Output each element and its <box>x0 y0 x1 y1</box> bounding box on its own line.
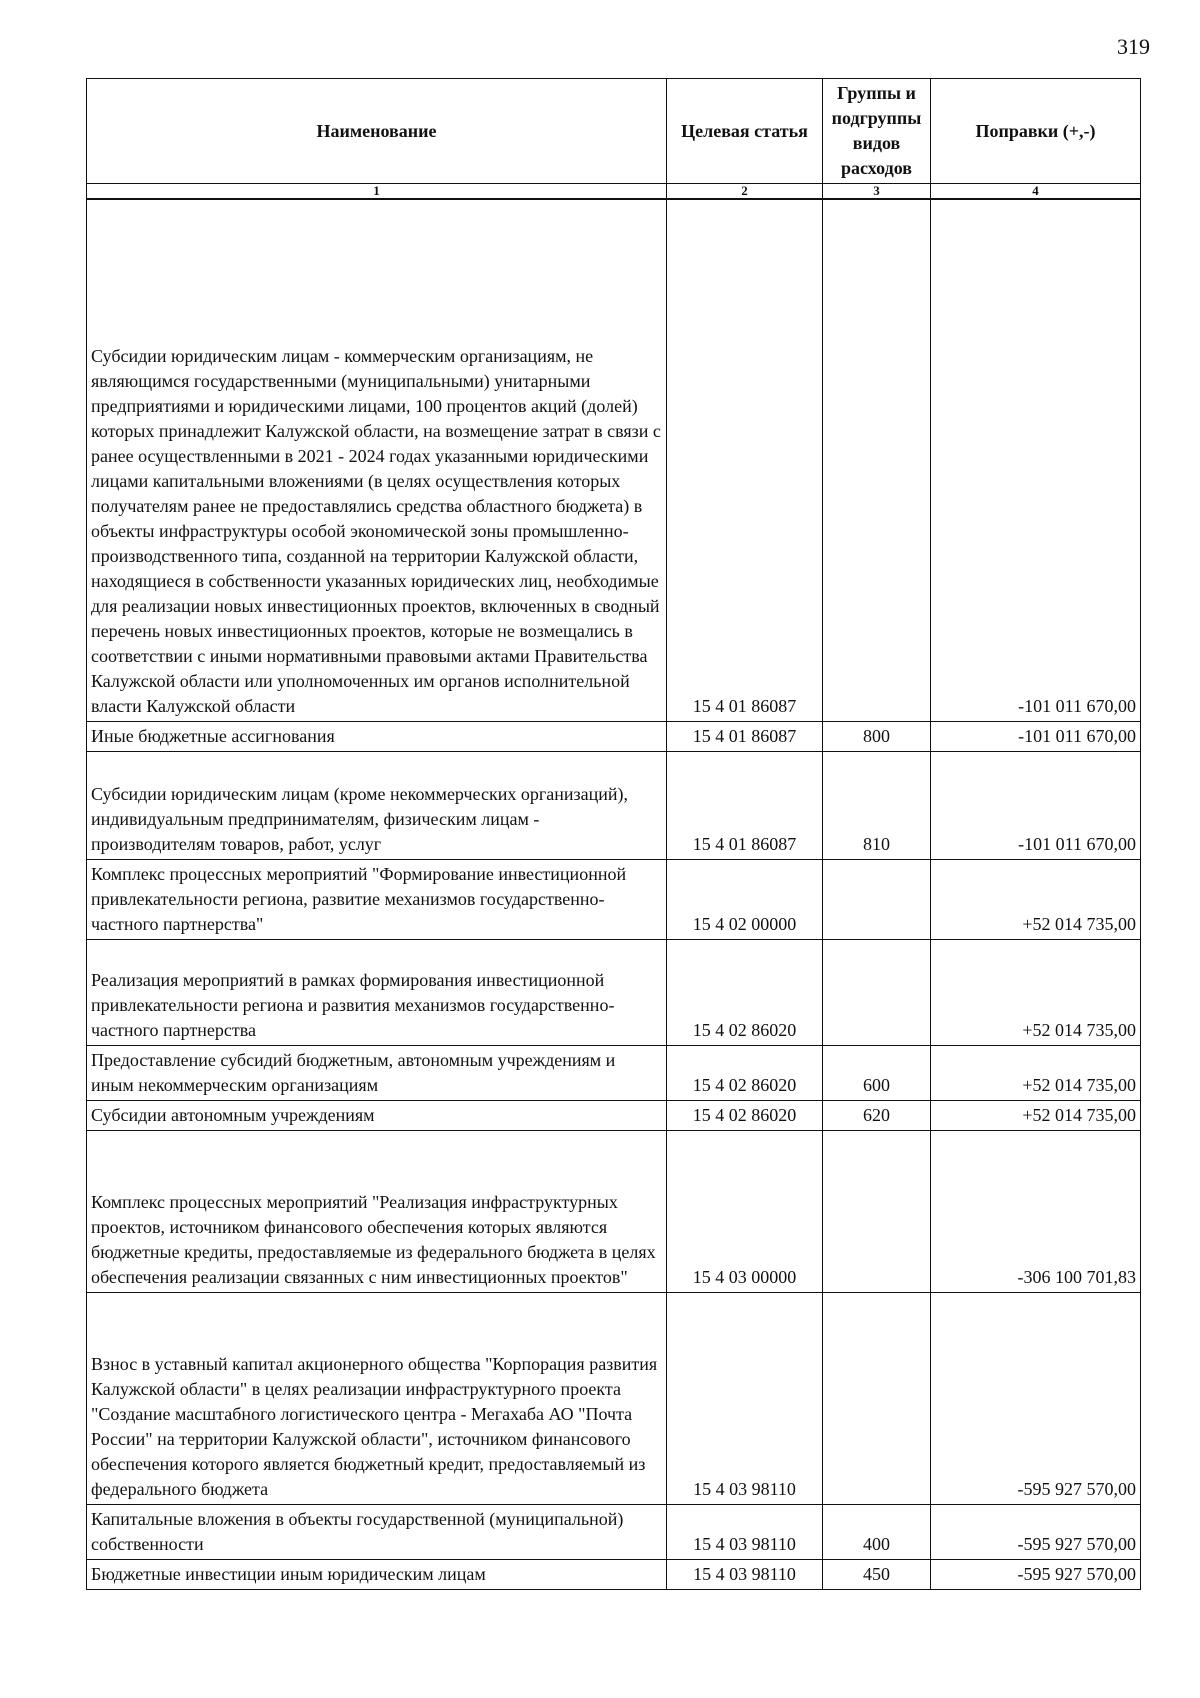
row-expense-group: 800 <box>823 721 931 751</box>
row-target-article: 15 4 02 86020 <box>667 1045 823 1100</box>
row-target-article: 15 4 02 00000 <box>667 859 823 939</box>
row-name: Взнос в уставный капитал акционерного общества "Корпорация развития Калужской области" в целях реализации инфраструктурного проекта "Создание масштабного логистического центра - Мегахаба АО "Почта России" на территории Калужской области", источником финансового обеспечения которого является бюджетный кредит, предоставляемый из федерального бюджета <box>87 1292 667 1504</box>
table-row <box>87 859 1141 939</box>
column-number: 3 <box>823 184 931 200</box>
row-name: Субсидии юридическим лицам (кроме некоммерческих организаций), индивидуальным предпринимателям, физическим лицам - производителям товаров, работ, услуг <box>87 751 667 859</box>
header-expense-groups: Группы и подгруппы видов расходов <box>823 79 931 184</box>
row-target-article: 15 4 01 86087 <box>667 199 823 721</box>
row-name: Бюджетные инвестиции иным юридическим лицам <box>87 1559 667 1589</box>
row-target-article: 15 4 03 00000 <box>667 1130 823 1292</box>
row-expense-group: 450 <box>823 1559 931 1589</box>
column-number: 1 <box>87 184 667 200</box>
row-target-article: 15 4 02 86020 <box>667 1100 823 1130</box>
row-expense-group <box>823 199 931 721</box>
header-target-article: Целевая статья <box>667 79 823 184</box>
header-name: Наименование <box>87 79 667 184</box>
row-amount: -101 011 670,00 <box>931 721 1141 751</box>
row-amount: -595 927 570,00 <box>931 1559 1141 1589</box>
column-number: 2 <box>667 184 823 200</box>
row-expense-group: 400 <box>823 1504 931 1559</box>
table-row <box>87 939 1141 1045</box>
row-amount: -595 927 570,00 <box>931 1504 1141 1559</box>
row-target-article: 15 4 03 98110 <box>667 1292 823 1504</box>
row-name: Иные бюджетные ассигнования <box>87 721 667 751</box>
row-amount: +52 014 735,00 <box>931 859 1141 939</box>
row-name: Реализация мероприятий в рамках формирования инвестиционной привлекательности региона и развития механизмов государственно-частного партнерства <box>87 939 667 1045</box>
row-amount: -101 011 670,00 <box>931 199 1141 721</box>
row-target-article: 15 4 03 98110 <box>667 1504 823 1559</box>
row-target-article: 15 4 02 86020 <box>667 939 823 1045</box>
row-amount: -306 100 701,83 <box>931 1130 1141 1292</box>
table-row <box>87 1559 1141 1589</box>
row-expense-group: 810 <box>823 751 931 859</box>
page-number: 319 <box>1117 34 1150 59</box>
row-amount: -101 011 670,00 <box>931 751 1141 859</box>
table-row <box>87 721 1141 751</box>
row-name: Комплекс процессных мероприятий "Формирование инвестиционной привлекательности региона, развитие механизмов государственно-частного партнерства" <box>87 859 667 939</box>
budget-table <box>86 78 1141 1590</box>
row-expense-group <box>823 1130 931 1292</box>
row-target-article: 15 4 01 86087 <box>667 751 823 859</box>
row-name: Капитальные вложения в объекты государственной (муниципальной) собственности <box>87 1504 667 1559</box>
row-expense-group <box>823 1292 931 1504</box>
row-name: Субсидии юридическим лицам - коммерческим организациям, не являющимся государственными (муниципальными) унитарными предприятиями и юридическими лицами, 100 процентов акций (долей) которых принадлежит Калужской области, на возмещение затрат в связи с ранее осуществленными в 2021 - 2024 годах указанными юридическими лицами капитальными вложениями (в целях осуществления которых получателям ранее не предоставлялись средства областного бюджета) в объекты инфраструктуры особой экономической зоны промышленно-производственного типа, созданной на территории Калужской области, находящиеся в собственности указанных юридических лиц, необходимые для реализации новых инвестиционных проектов, включенных в сводный перечень новых инвестиционных проектов, которые не возмещались в соответствии с иными нормативными правовыми актами Правительства Калужской области или уполномоченных им органов исполнительной власти Калужской области <box>87 199 667 721</box>
row-expense-group: 600 <box>823 1045 931 1100</box>
table-row <box>87 199 1141 721</box>
header-row <box>87 79 1141 184</box>
row-amount: +52 014 735,00 <box>931 1045 1141 1100</box>
row-target-article: 15 4 03 98110 <box>667 1559 823 1589</box>
row-name: Комплекс процессных мероприятий "Реализация инфраструктурных проектов, источником финансового обеспечения которых являются бюджетные кредиты, предоставляемые из федерального бюджета в целях обеспечения реализации связанных с ним инвестиционных проектов" <box>87 1130 667 1292</box>
table-row <box>87 1292 1141 1504</box>
table-row <box>87 1130 1141 1292</box>
table-row <box>87 1045 1141 1100</box>
row-amount: +52 014 735,00 <box>931 939 1141 1045</box>
row-amount: -595 927 570,00 <box>931 1292 1141 1504</box>
column-number: 4 <box>931 184 1141 200</box>
row-name: Субсидии автономным учреждениям <box>87 1100 667 1130</box>
row-expense-group <box>823 859 931 939</box>
table-row <box>87 751 1141 859</box>
column-number-row <box>87 184 1141 200</box>
row-name: Предоставление субсидий бюджетным, автономным учреждениям и иным некоммерческим организациям <box>87 1045 667 1100</box>
table-row <box>87 1100 1141 1130</box>
row-expense-group: 620 <box>823 1100 931 1130</box>
row-amount: +52 014 735,00 <box>931 1100 1141 1130</box>
header-amendments: Поправки (+,-) <box>931 79 1141 184</box>
row-expense-group <box>823 939 931 1045</box>
table-row <box>87 1504 1141 1559</box>
row-target-article: 15 4 01 86087 <box>667 721 823 751</box>
